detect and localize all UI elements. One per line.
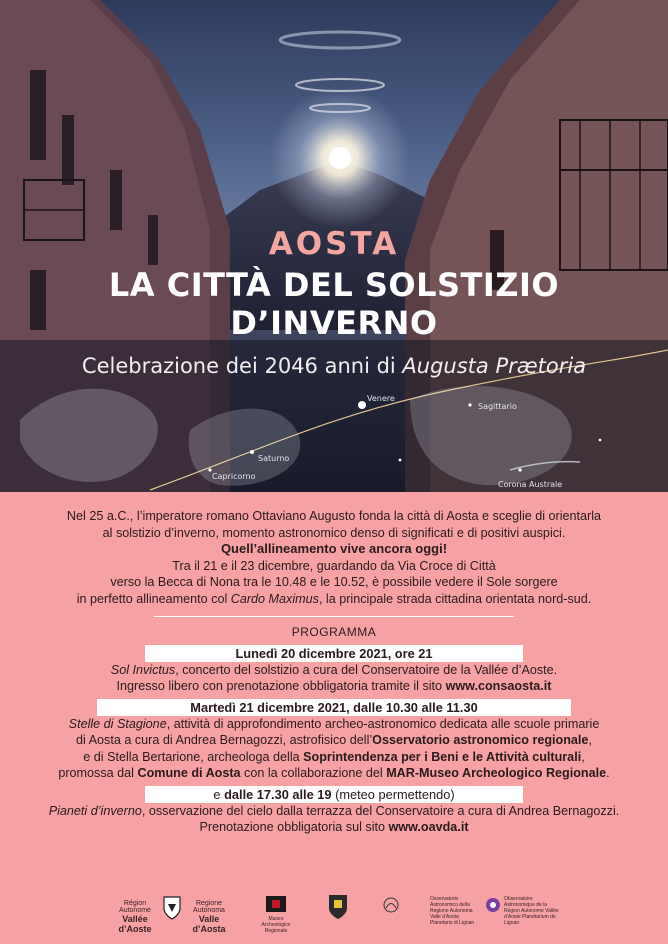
constellation-label: Sagittario xyxy=(478,402,517,411)
city-title: AOSTA xyxy=(268,226,400,262)
museum-logo: Museo Archeologico Regionale xyxy=(256,892,296,934)
region-logo-it: Regione Autonoma Valle d’Aosta xyxy=(192,900,226,934)
city-crest-icon xyxy=(328,894,348,922)
website-link[interactable]: www.consaosta.it xyxy=(445,679,552,693)
intro-line: verso la Becca di Nona tra le 10.48 e le 10.52, è possibile vedere il Sole sorgere xyxy=(110,575,558,589)
constellation-label: Venere xyxy=(367,394,395,403)
coat-of-arms-icon xyxy=(163,896,181,922)
region-logo-fr: Région Autonome Vallée d’Aoste xyxy=(118,900,152,934)
conservatoire-logo-icon xyxy=(382,896,400,916)
intro-line: in perfetto allineamento col Cardo Maximus, la principale strada cittadina orientata nord-sud. xyxy=(76,591,592,606)
event-line: Sol Invictus, concerto del solstizio a cura del Conservatoire de la Vallée d’Aoste. xyxy=(110,662,558,677)
constellation-label: Capricorno xyxy=(212,472,256,481)
headline: LA CITTÀ DEL SOLSTIZIO D’INVERNO xyxy=(108,266,560,342)
constellation-label: Corona Australe xyxy=(498,480,563,489)
event-line: Pianeti d’inverno, osservazione del cielo dalla terrazza del Conservatoire a cura di Andrea Bernagozzi. xyxy=(48,803,620,818)
event-line: e di Stella Bertarione, archeologa della Soprintendenza per i Beni e le Attività culturali, xyxy=(83,749,585,764)
event-line: Ingresso libero con prenotazione obbligatoria tramite il sito www.consaosta.it xyxy=(116,679,552,693)
website-link[interactable]: www.oavda.it xyxy=(388,820,469,834)
observatory-logo-fr: Observatoire Astronomique de la Région Autonome Vallée d’Aoste Planétarium de Lignan xyxy=(504,896,559,926)
event-date-bar: Martedì 21 dicembre 2021, dalle 10.30 alle 11.30 xyxy=(97,699,571,716)
intro-line: Nel 25 a.C., l’imperatore romano Ottaviano Augusto fonda la città di Aosta e sceglie di orientarla xyxy=(66,509,602,523)
event-line: di Aosta a cura di Andrea Bernagozzi, astrofisico dell’Osservatorio astronomico regionale, xyxy=(76,733,592,747)
highlight-text: Quell’allineamento vive ancora oggi! xyxy=(220,541,448,556)
event-line: Stelle di Stagione, attività di approfondimento archeo-astronomico dedicata alle scuole primarie xyxy=(68,716,600,731)
divider xyxy=(154,616,514,617)
constellation-label: Saturno xyxy=(258,454,290,463)
intro-line: al solstizio d’inverno, momento astronomico denso di significati e di positivi auspici. xyxy=(102,525,566,540)
intro-line: Tra il 21 e il 23 dicembre, guardando da Via Croce di Città xyxy=(172,558,496,573)
museum-icon xyxy=(264,892,288,914)
event-date-bar: e dalle 17.30 alle 19 (meteo permettendo) xyxy=(145,786,523,803)
event-line: Prenotazione obbligatoria sul sito www.oavda.it xyxy=(199,820,469,834)
event-line: promossa dal Comune di Aosta con la collaborazione del MAR-Museo Archeologico Regionale. xyxy=(58,766,610,780)
event-date-bar: Lunedì 20 dicembre 2021, ore 21 xyxy=(145,645,523,662)
logo-strip xyxy=(0,890,668,934)
body-content xyxy=(0,508,668,836)
subtitle: Celebrazione dei 2046 anni di Augusta Prætoria xyxy=(81,354,587,378)
program-title: PROGRAMMA xyxy=(291,625,377,639)
observatory-icon xyxy=(484,896,502,916)
title-block xyxy=(0,226,668,378)
observatory-logo-it: Osservatorio Astronomico della Regione Autonoma Valle d’Aosta Planetario di Lignan xyxy=(430,896,475,926)
